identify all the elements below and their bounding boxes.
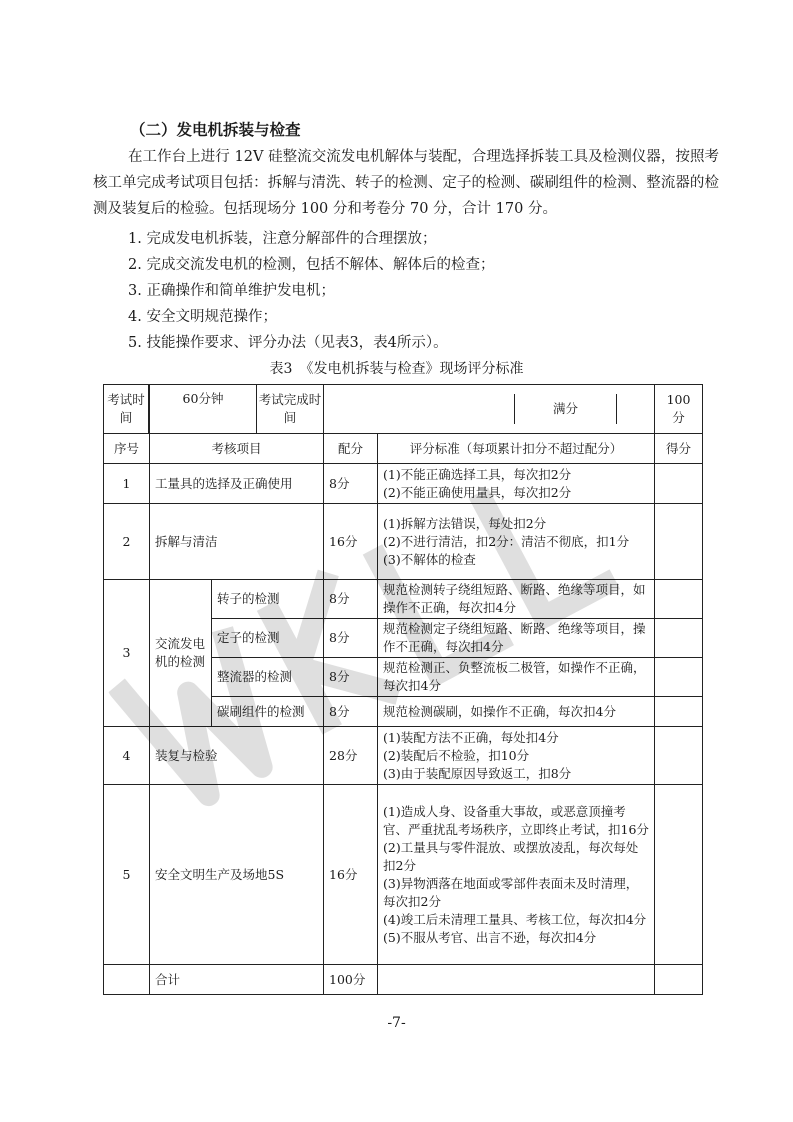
header-no: 序号 (104, 434, 150, 464)
row-no: 5 (104, 785, 150, 965)
exam-time-label (104, 385, 150, 434)
table-caption: 表3 《发电机拆装与检查》现场评分标准 (269, 361, 524, 377)
table-row (104, 580, 703, 619)
criteria-line: (3)不解体的检查 (383, 551, 476, 567)
criteria-line: (1)不能正确选择工具，每次扣2分 (383, 466, 572, 482)
sub-item: 碳刷组件的检测 (212, 697, 324, 727)
row-no: 4 (104, 727, 150, 785)
criteria-line: (2)不进行清洁，扣2分：清洁不彻底，扣1分 (383, 533, 630, 549)
criteria-line: (2)不能正确使用量具，每次扣2分 (383, 484, 572, 500)
row-criteria (378, 504, 655, 580)
criteria-line: (2)装配后不检验，扣10分 (383, 747, 530, 763)
row-score (655, 697, 703, 727)
sub-criteria: 规范检测转子绕组短路、断路、绝缘等项目，如操作不正确，每次扣4分 (378, 580, 655, 619)
section-heading: （二）发电机拆装与检查 (130, 121, 301, 139)
requirement-item: 5. 技能操作要求、评分办法（见表3，表4所示）。 (128, 335, 448, 351)
header-row (104, 434, 703, 464)
row-criteria (378, 727, 655, 785)
table-row (104, 727, 703, 785)
row-criteria (378, 464, 655, 504)
row-points: 28分 (324, 727, 378, 785)
table-row (104, 504, 703, 580)
exam-time-label-text: 考试时间 (104, 385, 149, 433)
row-score (655, 785, 703, 965)
row-no: 3 (104, 580, 150, 727)
criteria-line: (5)不服从考官、出言不逊，每次扣4分 (383, 929, 597, 945)
row-no: 2 (104, 504, 150, 580)
criteria-line: (3)异物洒落在地面或零部件表面未及时清理，每次扣2分 (383, 875, 639, 909)
row-score (655, 580, 703, 619)
header-score: 得分 (655, 434, 703, 464)
criteria-line: (3)由于装配原因导致返工，扣8分 (383, 765, 572, 781)
row-score (655, 504, 703, 580)
row-item: 安全文明生产及场地5S (150, 785, 324, 965)
row-criteria (378, 785, 655, 965)
sub-criteria: 规范检测碳刷，如操作不正确，每次扣4分 (378, 697, 655, 727)
criteria-line: (1)造成人身、设备重大事故，或恶意顶撞考官、严重扰乱考场秩序，立即终止考试，扣16分 (383, 803, 649, 837)
sub-points: 8分 (324, 619, 378, 658)
row-score (655, 727, 703, 785)
header-points: 配分 (324, 434, 378, 464)
total-score (655, 965, 703, 995)
finish-time-value-cell (324, 385, 655, 434)
total-no (104, 965, 150, 995)
criteria-line: (4)竣工后未清理工量具、考核工位，每次扣4分 (383, 911, 647, 927)
criteria-line: (1)装配方法不正确，每处扣4分 (383, 729, 559, 745)
sub-points: 8分 (324, 580, 378, 619)
row-points: 8分 (324, 464, 378, 504)
sub-criteria: 规范检测定子绕组短路、断路、绝缘等项目，操作不正确，每次扣4分 (378, 619, 655, 658)
sub-item: 转子的检测 (212, 580, 324, 619)
finish-time-label: 考试完成时间 (258, 392, 322, 425)
finish-time-value (324, 394, 515, 424)
sub-points: 8分 (324, 697, 378, 727)
total-label: 合计 (150, 965, 324, 995)
criteria-line: (1)拆解方法错误，每处扣2分 (383, 515, 547, 531)
requirement-item: 1. 完成发电机拆装，注意分解部件的合理摆放； (128, 231, 437, 247)
requirement-item: 4. 安全文明规范操作； (128, 309, 277, 325)
full-score-label: 满分 (515, 394, 617, 424)
group-label: 交流发电机的检测 (150, 580, 212, 727)
scoring-table (103, 384, 703, 995)
requirement-item: 2. 完成交流发电机的检测，包括不解体、解体后的检查； (128, 257, 495, 273)
total-points: 100分 (324, 965, 378, 995)
exam-time-value-cell (150, 385, 324, 434)
sub-points: 8分 (324, 658, 378, 697)
info-row (104, 385, 703, 434)
row-score (655, 619, 703, 658)
requirement-item: 3. 正确操作和简单维护发电机； (128, 283, 335, 299)
row-points: 16分 (324, 785, 378, 965)
sub-item: 整流器的检测 (212, 658, 324, 697)
total-criteria (378, 965, 655, 995)
row-item: 装复与检验 (150, 727, 324, 785)
row-no: 1 (104, 464, 150, 504)
sub-criteria: 规范检测正、负整流板二极管，如操作不正确，每次扣4分 (378, 658, 655, 697)
full-score-value: 100 分 (655, 385, 703, 434)
row-score (655, 464, 703, 504)
table-row (104, 464, 703, 504)
total-row (104, 965, 703, 995)
row-points: 16分 (324, 504, 378, 580)
header-item: 考核项目 (150, 434, 324, 464)
page-number: -7- (387, 1015, 406, 1031)
header-criteria: 评分标准（每项累计扣分不超过配分） (378, 434, 655, 464)
table-row (104, 785, 703, 965)
intro-paragraph: 在工作台上进行 12V 硅整流交流发电机解体与装配，合理选择拆装工具及检测仪器，按照考核工单完成考试项目包括：拆解与清洗、转子的检测、定子的检测、碳刷组件的检测、整流器的检测及装复后的检验。包括现场分 100 分和考卷分 70 分，合计 170 分。 (93, 149, 719, 217)
row-item: 工量具的选择及正确使用 (150, 464, 324, 504)
exam-time-value: 60分钟 (150, 384, 257, 434)
criteria-line: (2)工量具与零件混放、或摆放凌乱，每次每处扣2分 (383, 839, 639, 873)
row-item: 拆解与清洁 (150, 504, 324, 580)
sub-item: 定子的检测 (212, 619, 324, 658)
row-score (655, 658, 703, 697)
